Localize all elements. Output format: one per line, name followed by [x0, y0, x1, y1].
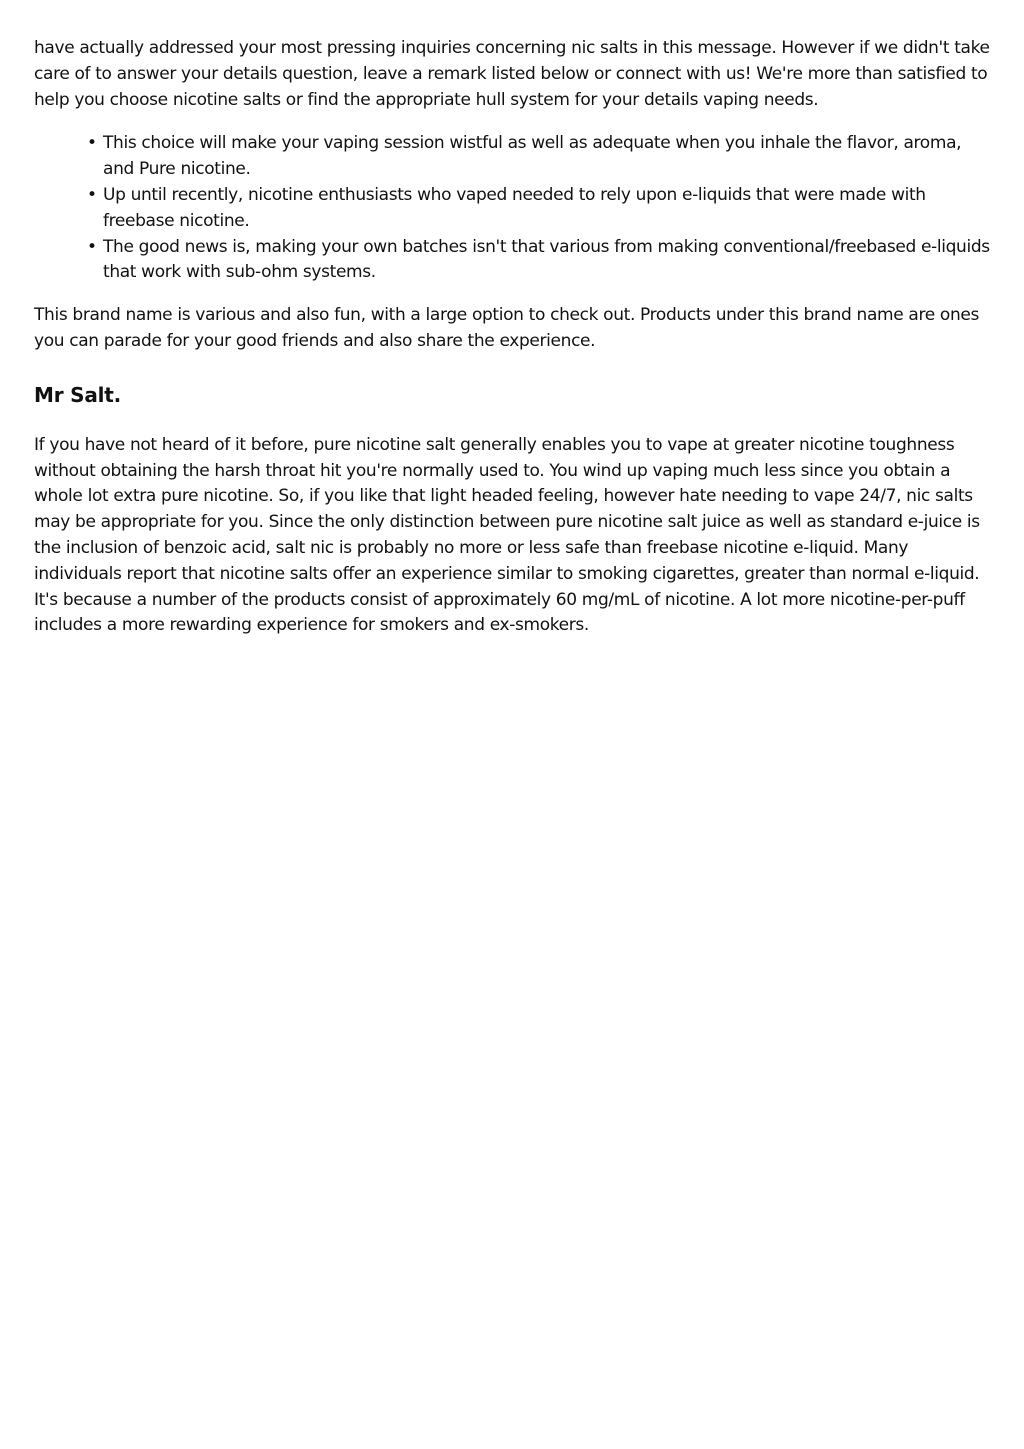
body-paragraph: If you have not heard of it before, pure nicotine salt generally enables you to vape at greater nicotine toughness without obtaining the harsh throat hit you're normally used to. You wind up vaping much less since you obtain a whole lot extra pure nicotine. So, if you like that light headed feeling, however hate needing to vape 24/7, nic salts may be appropriate for you. Since the only distinction between pure nicotine salt juice as well as standard e-juice is the inclusion of benzoic acid, salt nic is probably no more or less safe than freebase nicotine e-liquid. Many individuals report that nicotine salts offer an experience similar to smoking cigarettes, greater than normal e-liquid. It's because a number of the products consist of approximately 60 mg/mL of nicotine. A lot more nicotine-per-puff includes a more rewarding experience for smokers and ex-smokers. [34, 434, 980, 636]
document-page [34, 36, 990, 639]
list-item-text: Up until recently, nicotine enthusiasts who vaped needed to rely upon e-liquids that were made with freebase nicotine. [103, 184, 926, 231]
brand-paragraph: This brand name is various and also fun, with a large option to check out. Products under this brand name are ones you can parade for your good friends and also share the experience. [34, 305, 979, 351]
list-item [87, 235, 990, 287]
bullet-icon: • [87, 184, 97, 205]
bullet-icon: • [87, 236, 97, 257]
intro-paragraph: have actually addressed your most pressing inquiries concerning nic salts in this message. However if we didn't take care of to answer your details question, leave a remark listed below or connect with us! We're more than satisfied to help you choose nicotine salts or find the appropriate hull system for your details vaping needs. [34, 38, 990, 110]
bullet-icon: • [87, 133, 97, 154]
list-item-text: This choice will make your vaping session wistful as well as adequate when you inhale the flavor, aroma, and Pure nicotine. [103, 133, 962, 180]
list-item-text: The good news is, making your own batches isn't that various from making conventional/freebased e-liquids that work with sub-ohm systems. [103, 236, 990, 283]
bullet-list [34, 131, 990, 286]
list-item [87, 131, 990, 183]
list-item [87, 183, 990, 235]
section-heading: Mr Salt. [34, 382, 122, 407]
